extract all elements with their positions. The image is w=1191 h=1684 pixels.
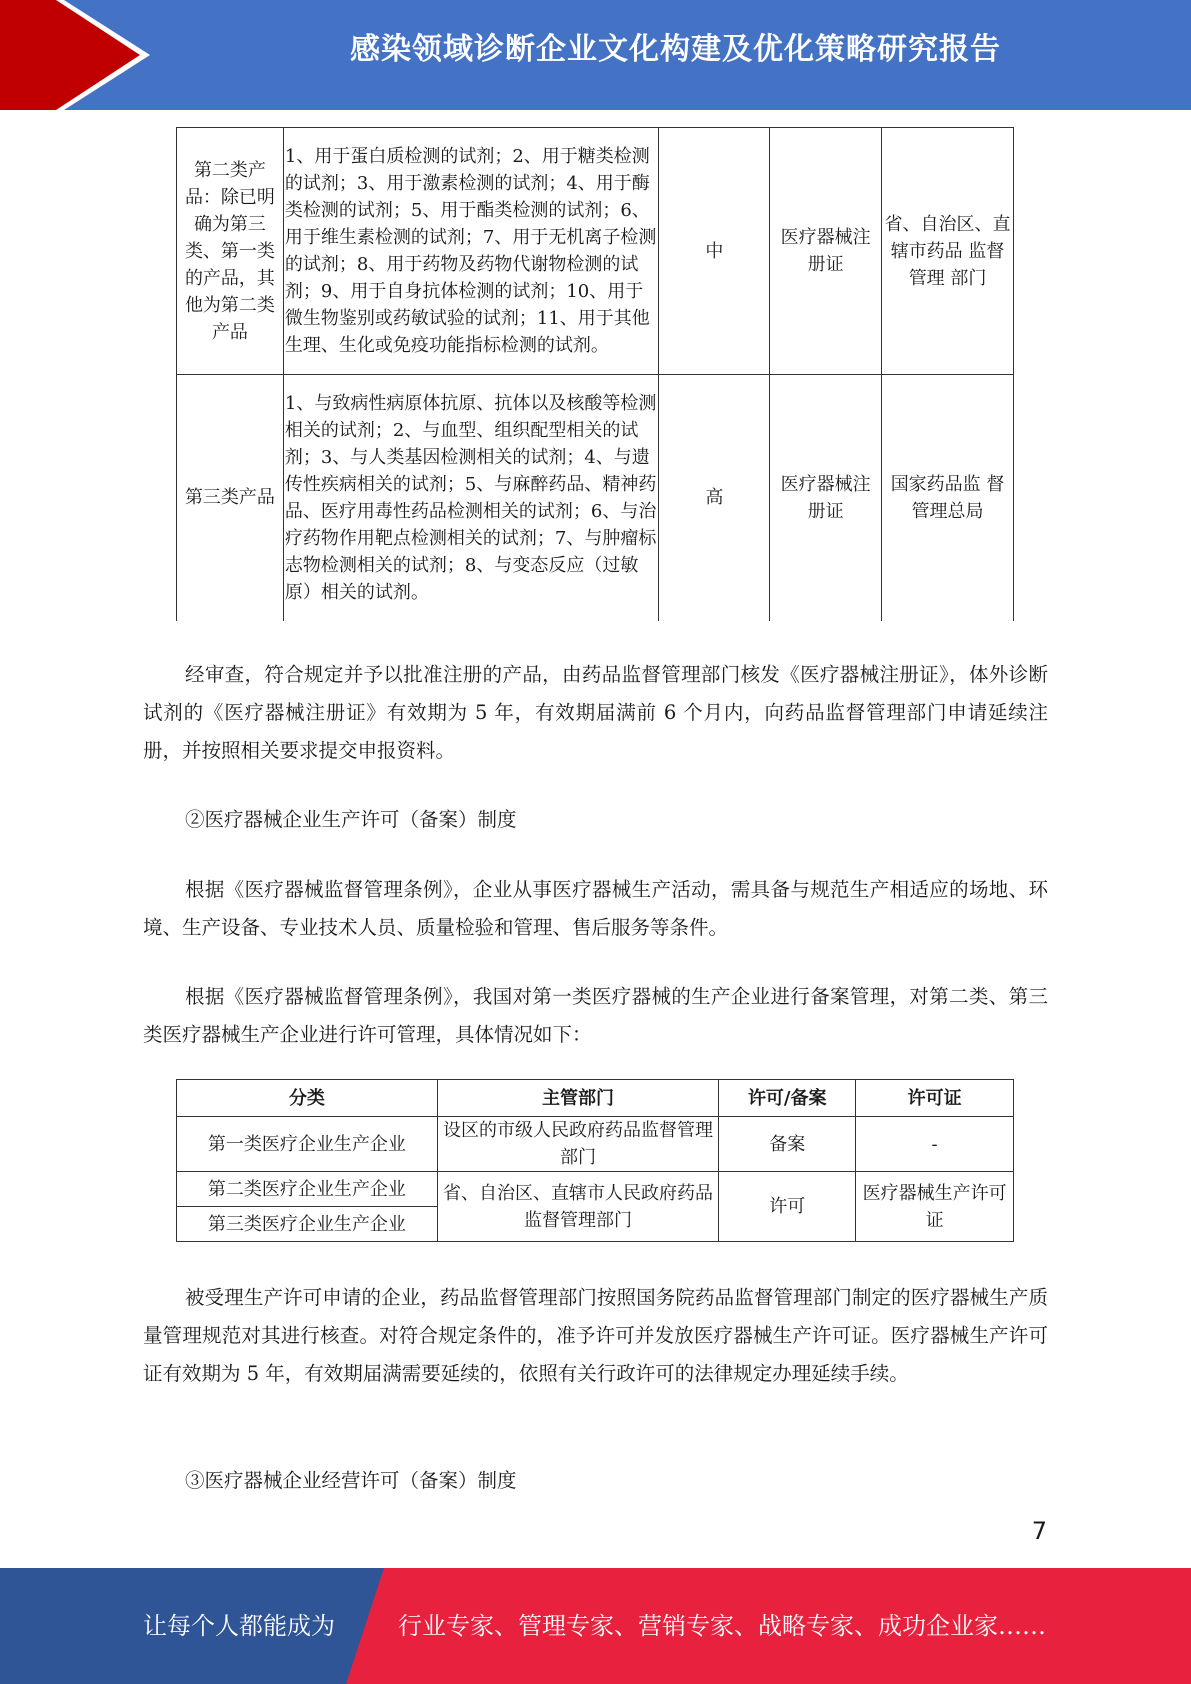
- paragraph-production-conditions: 根据《医疗器械监督管理条例》，企业从事医疗器械生产活动，需具备与规范生产相适应的场地、环境、生产设备、专业技术人员、质量检验和管理、售后服务等条件。: [143, 878, 1048, 939]
- risk-cell: 中: [659, 128, 770, 375]
- column-header: 分类: [177, 1080, 438, 1117]
- table-row: [177, 375, 1014, 621]
- table-row: [177, 128, 1014, 375]
- license-cell: 医疗器械生产许可证: [856, 1172, 1014, 1242]
- description-cell: 1、与致病性病原体抗原、抗体以及核酸等检测相关的试剂；2、与血型、组织配型相关的试剂；3、与人类基因检测相关的试剂；4、与遗传性疾病相关的试剂；5、与麻醉药品、精神药品、医疗用毒性药品检测相关的试剂；6、与治疗药物作用靶点检测相关的试剂；7、与肿瘤标志物检测相关的试剂；8、与变态反应（过敏原）相关的试剂。: [283, 375, 659, 621]
- category-cell: 第三类产品: [177, 375, 284, 621]
- certificate-cell: 医疗器械注册证: [770, 375, 882, 621]
- paragraph-license-review: 被受理生产许可申请的企业，药品监督管理部门按照国务院药品监督管理部门制定的医疗器械生产质量管理规范对其进行核查。对符合规定条件的，准予许可并发放医疗器械生产许可证。医疗器械生产许可证有效期为 5 年，有效期届满需要延续的，依照有关行政许可的法律规定办理延续手续。: [143, 1286, 1048, 1385]
- section-heading-production-license: ②医疗器械企业生产许可（备案）制度: [185, 808, 517, 831]
- paragraph-production-management: 根据《医疗器械监督管理条例》，我国对第一类医疗器械的生产企业进行备案管理，对第二类、第三类医疗器械生产企业进行许可管理，具体情况如下：: [143, 985, 1048, 1046]
- table-row: [177, 1172, 1014, 1207]
- table-row: [177, 1117, 1014, 1172]
- footer-slogan-right: 行业专家、管理专家、营销专家、战略专家、成功企业家……: [398, 1612, 1046, 1640]
- category-cell: 第三类医疗企业生产企业: [177, 1207, 438, 1242]
- table-header-row: [177, 1080, 1014, 1117]
- department-cell: 设区的市级人民政府药品监督管理部门: [437, 1117, 719, 1172]
- category-cell: 第二类医疗企业生产企业: [177, 1172, 438, 1207]
- section-heading-business-license: ③医疗器械企业经营许可（备案）制度: [185, 1469, 517, 1492]
- description-cell: 1、用于蛋白质检测的试剂；2、用于糖类检测的试剂；3、用于激素检测的试剂；4、用于酶类检测的试剂；5、用于酯类检测的试剂；6、用于维生素检测的试剂；7、用于无机离子检测的试剂；8、用于药物及药物代谢物检测的试剂；9、用于自身抗体检测的试剂；10、用于微生物鉴别或药敏试验的试剂；11、用于其他生理、生化或免疫功能指标检测的试剂。: [283, 128, 659, 375]
- department-cell: 省、自治区、直辖市人民政府药品监督管理部门: [437, 1172, 719, 1242]
- category-cell: 第一类医疗企业生产企业: [177, 1117, 438, 1172]
- page-number: 7: [1031, 1517, 1047, 1545]
- column-header: 许可/备案: [719, 1080, 856, 1117]
- production-license-table: [176, 1079, 1014, 1242]
- column-header: 许可证: [856, 1080, 1014, 1117]
- authority-cell: 省、自治区、直辖市药品 监督管理 部门: [882, 128, 1014, 375]
- authority-cell: 国家药品监 督管理总局: [882, 375, 1014, 621]
- column-header: 主管部门: [437, 1080, 719, 1117]
- paragraph-registration-validity: 经审查，符合规定并予以批准注册的产品，由药品监督管理部门核发《医疗器械注册证》，体外诊断试剂的《医疗器械注册证》有效期为 5 年，有效期届满前 6 个月内，向药品监督管理部门申请延续注册，并按照相关要求提交申报资料。: [143, 663, 1048, 762]
- page-header: [0, 0, 1191, 110]
- risk-cell: 高: [659, 375, 770, 621]
- type-cell: 许可: [719, 1172, 856, 1242]
- type-cell: 备案: [719, 1117, 856, 1172]
- ivd-classification-table: [176, 127, 1014, 621]
- footer-slogan-left: 让每个人都能成为: [143, 1612, 335, 1640]
- license-cell: -: [856, 1117, 1014, 1172]
- page-footer: [0, 1568, 1191, 1684]
- certificate-cell: 医疗器械注册证: [770, 128, 882, 375]
- category-cell: 第二类产品：除已明确为第三类、第一类的产品，其他为第二类产品: [177, 128, 284, 375]
- report-title: 感染领域诊断企业文化构建及优化策略研究报告: [350, 32, 1001, 67]
